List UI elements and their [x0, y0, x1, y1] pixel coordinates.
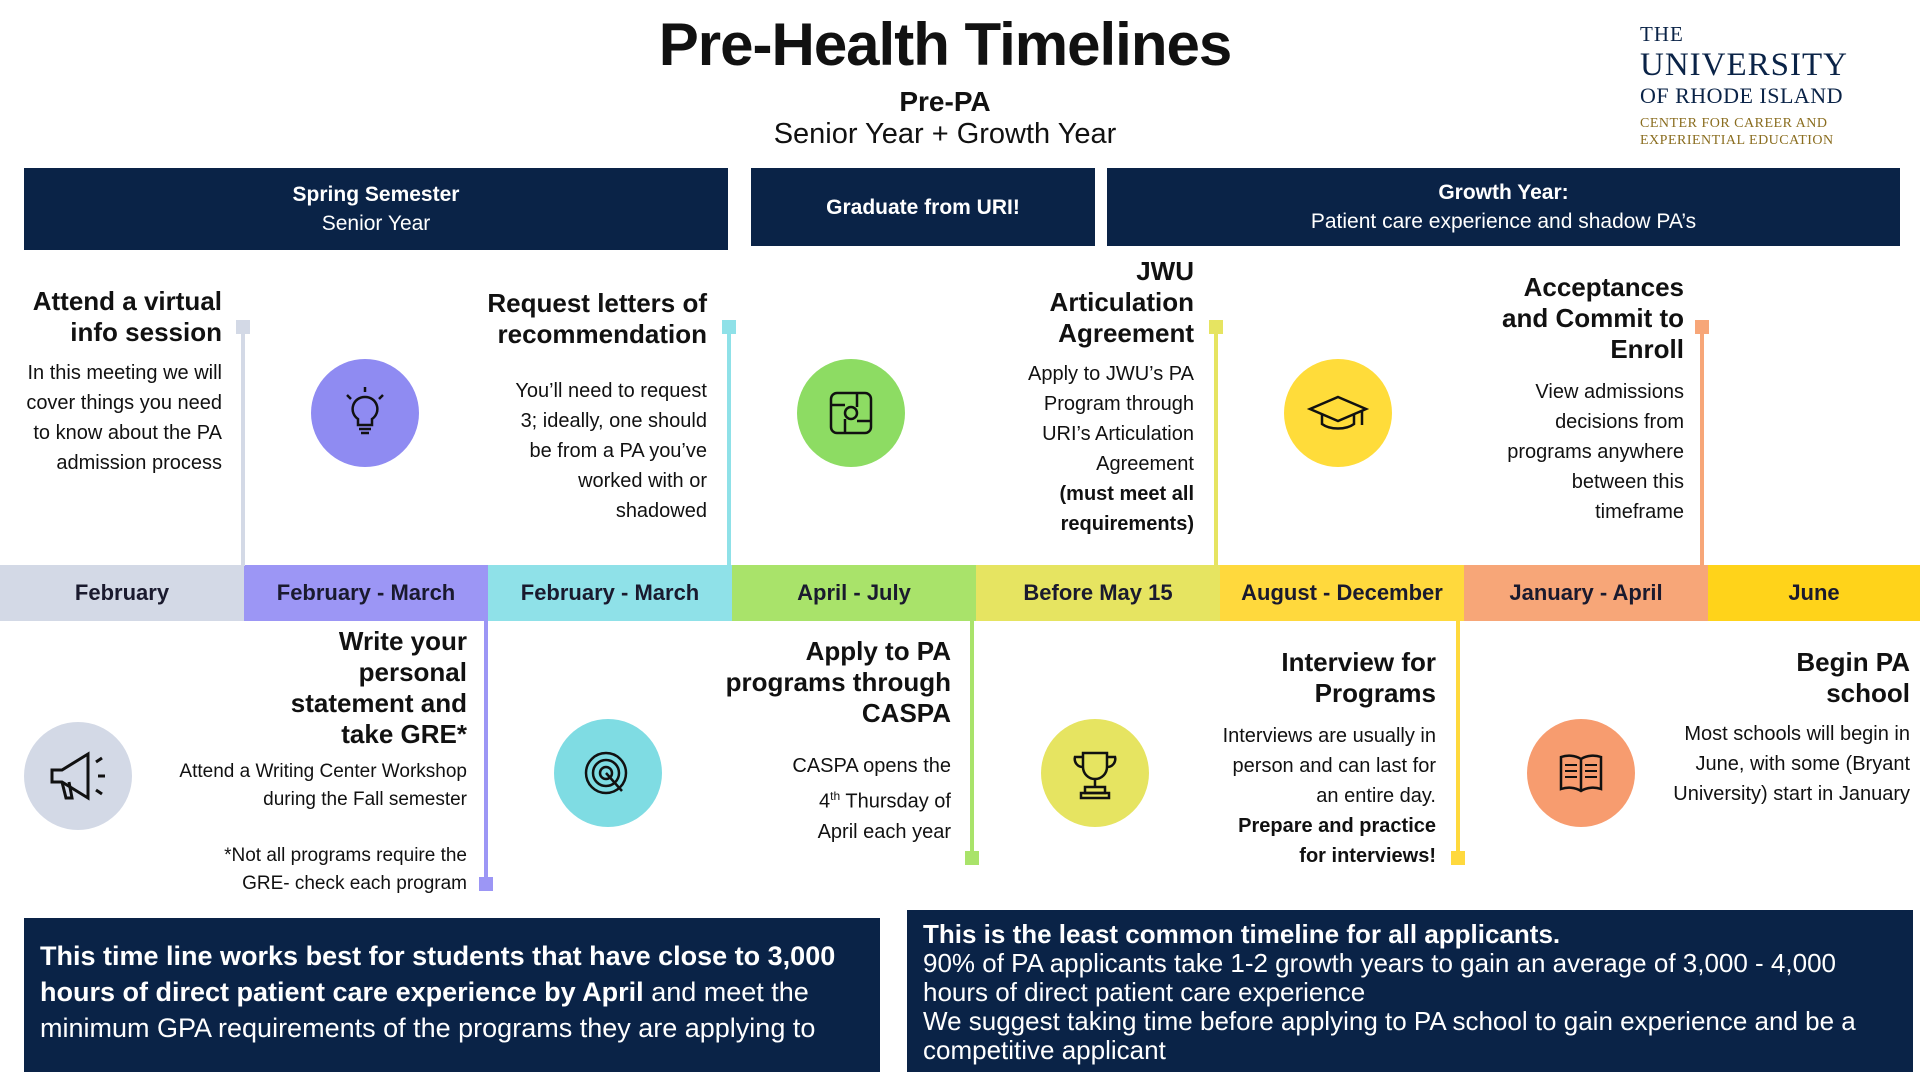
event-letters-desc: You’ll need to request 3; ideally, one should be from a PA you’ve worked with or shadowed: [515, 380, 707, 522]
event-info-session: [20, 286, 222, 478]
event-accept-title: Acceptances and Commit to Enroll: [1502, 272, 1684, 364]
hands-together-icon: [819, 381, 883, 445]
event-ps-note: *Not all programs require the GRE- check each program: [224, 845, 467, 894]
event-caspa: [725, 636, 951, 847]
event-interview-title: Interview for Programs: [1281, 647, 1436, 708]
lightbulb-circle: [311, 359, 419, 467]
event-caspa-desc-line3: April each year: [817, 820, 951, 843]
event-jwu-requirements: (must meet all requirements): [1059, 483, 1194, 535]
event-jwu-desc: Apply to JWU’s PA Program through URI’s Articulation Agreement: [1028, 363, 1194, 475]
timeline-segment: August - December: [1220, 565, 1464, 621]
megaphone-circle: [24, 722, 132, 830]
event-jwu-title: JWU Articulation Agreement: [1049, 256, 1194, 348]
banner-growth-year: [1107, 168, 1900, 246]
bottom-left-rest: and meet the minimum GPA requirements of the programs they are applying to: [40, 977, 816, 1043]
event-caspa-desc-line2: [725, 781, 951, 817]
open-book-icon: [1551, 743, 1611, 803]
event-ps-desc: Attend a Writing Center Workshop during the Fall semester: [179, 761, 467, 810]
bottom-left-note: [24, 918, 880, 1072]
logo-center-line2: EXPERIENTIAL EDUCATION: [1640, 133, 1834, 148]
university-logo: [1640, 22, 1860, 149]
lightbulb-icon: [335, 383, 395, 443]
event-info-desc: In this meeting we will cover things you need to know about the PA admission process: [26, 362, 222, 474]
bottom-right-bold: This is the least common timeline for all applicants.: [923, 919, 1561, 949]
timeline-segment: June: [1708, 565, 1920, 621]
timeline-band: [0, 565, 1920, 621]
event-caspa-title: Apply to PA programs through CASPA: [725, 636, 951, 728]
book-circle: [1527, 719, 1635, 827]
event-caspa-desc: [725, 751, 951, 847]
event-begin-school: [1660, 647, 1910, 809]
event-letters: [455, 288, 707, 526]
banner-growth-title: Growth Year:: [1438, 181, 1569, 204]
event-personal-statement: [140, 626, 467, 898]
logo-center-line1: CENTER FOR CAREER AND: [1640, 116, 1828, 131]
logo-line-university: UNIVERSITY: [1640, 47, 1848, 83]
event-ps-title: Write your personal statement and take GRE*: [290, 626, 467, 749]
marker-ps: [479, 877, 493, 891]
banner-graduate: [751, 168, 1095, 246]
trophy-icon: [1065, 743, 1125, 803]
marker-jwu: [1209, 320, 1223, 334]
event-letters-title: Request letters of recommendation: [487, 288, 707, 349]
target-circle: [554, 719, 662, 827]
event-interview-desc: Interviews are usually in person and can last for an entire day.: [1222, 725, 1436, 807]
bottom-right-note: [907, 910, 1913, 1072]
marker-info: [236, 320, 250, 334]
connector-line-jwu: [1214, 326, 1218, 566]
logo-line-rhode-island: OF RHODE ISLAND: [1640, 83, 1844, 108]
logo-line-the: THE: [1640, 22, 1684, 46]
event-info-title: Attend a virtual info session: [32, 286, 222, 347]
marker-accept: [1695, 320, 1709, 334]
event-caspa-number: 4: [819, 790, 831, 813]
event-begin-desc: Most schools will begin in June, with some (Bryant University) start in January: [1673, 723, 1910, 805]
banner-spring-sub: Senior Year: [321, 212, 431, 235]
connector-line-interview: [1456, 620, 1460, 860]
event-interview-prepare: Prepare and practice for interviews!: [1238, 815, 1436, 867]
connector-line-caspa: [970, 620, 974, 860]
bottom-right-line3: We suggest taking time before applying to PA school to gain experience and be a competitive applicant: [923, 1006, 1856, 1065]
page-subtitle-years: Senior Year + Growth Year: [773, 118, 1117, 150]
banner-graduate-label: Graduate from URI!: [826, 195, 1020, 219]
page-title: Pre-Health Timelines: [658, 11, 1232, 78]
event-acceptances: [1490, 272, 1684, 527]
timeline-segment: Before May 15: [976, 565, 1220, 621]
event-caspa-suffix: th: [830, 789, 841, 803]
marker-caspa: [965, 851, 979, 865]
timeline-segment: April - July: [732, 565, 976, 621]
target-icon: [578, 743, 638, 803]
event-accept-desc: View admissions decisions from programs anywhere between this timeframe: [1507, 381, 1684, 523]
connector-line-ps: [484, 620, 488, 882]
trophy-circle: [1041, 719, 1149, 827]
banner-growth-sub: Patient care experience and shadow PA’s: [1310, 210, 1697, 233]
banner-spring-title: Spring Semester: [292, 183, 460, 206]
event-interview: [1210, 647, 1436, 871]
timeline-segment: February - March: [488, 565, 732, 621]
event-begin-title: Begin PA school: [1796, 647, 1910, 708]
connector-line-info: [241, 326, 245, 566]
marker-letters: [722, 320, 736, 334]
timeline-segment: January - April: [1464, 565, 1708, 621]
timeline-segment: February: [0, 565, 244, 621]
megaphone-icon: [42, 740, 114, 812]
logo-line-center: [1640, 115, 1860, 149]
timeline-segment: February - March: [244, 565, 488, 621]
graduation-cap-icon: [1306, 381, 1370, 445]
connector-line-letters: [727, 326, 731, 566]
event-caspa-desc-line1: CASPA opens the: [792, 755, 951, 777]
bottom-right-line2: 90% of PA applicants take 1-2 growth years to gain an average of 3,000 - 4,000 hours of direct patient care experience: [923, 948, 1836, 1007]
connector-line-accept: [1700, 326, 1704, 566]
event-jwu: [1000, 256, 1194, 539]
marker-interview: [1451, 851, 1465, 865]
bottom-left-bold: This time line works best for students that have close to 3,000 hours of direct patient care experience by April: [40, 941, 836, 1007]
hands-circle: [797, 359, 905, 467]
event-caspa-day: Thursday of: [840, 790, 951, 813]
graduation-circle: [1284, 359, 1392, 467]
page-subtitle: Pre-PA: [899, 86, 991, 117]
banner-spring-semester: [24, 168, 728, 250]
